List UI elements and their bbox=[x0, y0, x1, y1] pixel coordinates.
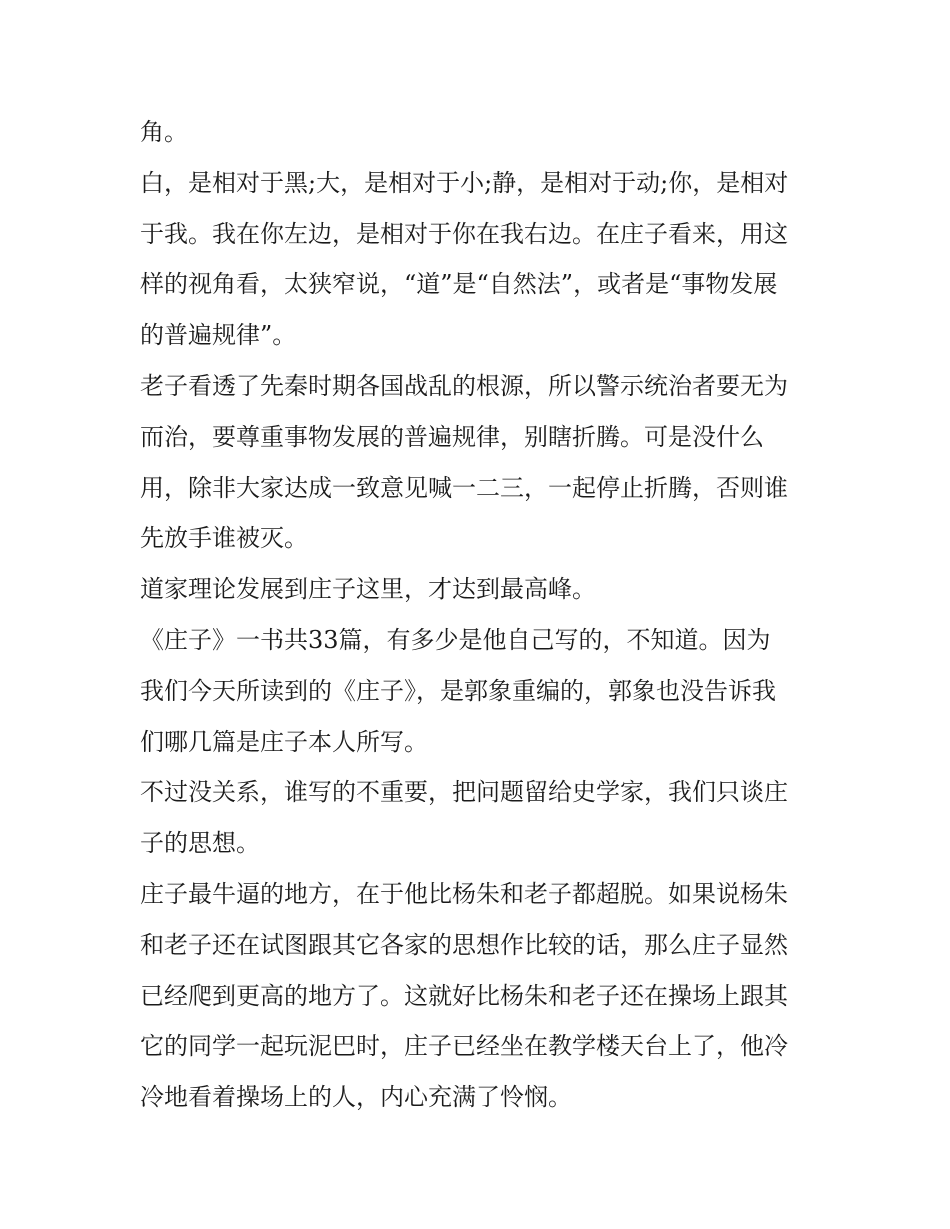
paragraph-7 bbox=[140, 869, 820, 1123]
text-line: 的普遍规律”。 bbox=[140, 321, 297, 350]
text-line: 用，除非大家达成一致意见喊一二三，一起停止折腾，否则谁 bbox=[140, 473, 788, 502]
text-line: 而治，要尊重事物发展的普遍规律，别瞎折腾。可是没什么 bbox=[140, 422, 764, 451]
text-line: 子的思想。 bbox=[140, 829, 260, 858]
text-line: 冷地看着操场上的人，内心充满了怜悯。 bbox=[140, 1083, 572, 1112]
text-line: 们哪几篇是庄子本人所写。 bbox=[140, 727, 428, 756]
text-line: 先放手谁被灭。 bbox=[140, 524, 308, 553]
text-line: 于我。我在你左边，是相对于你在我右边。在庄子看来，用这 bbox=[140, 219, 788, 248]
paragraph-4 bbox=[140, 564, 820, 615]
paragraph-2 bbox=[140, 158, 820, 361]
text-line: 《庄子》一书共33篇，有多少是他自己写的，不知道。因为 bbox=[140, 625, 771, 654]
text-line: 白，是相对于黑;大，是相对于小;静，是相对于动;你，是相对 bbox=[140, 168, 789, 197]
paragraph-1 bbox=[140, 107, 820, 158]
text-line: 庄子最牛逼的地方，在于他比杨朱和老子都超脱。如果说杨朱 bbox=[140, 879, 788, 908]
paragraph-5 bbox=[140, 615, 820, 767]
text-line: 样的视角看，太狭窄说，“道”是“自然法”，或者是“事物发展 bbox=[140, 270, 778, 299]
paragraph-6 bbox=[140, 767, 820, 869]
text-line: 不过没关系，谁写的不重要，把问题留给史学家，我们只谈庄 bbox=[140, 778, 788, 807]
document-body bbox=[140, 107, 820, 1123]
paragraph-3 bbox=[140, 361, 820, 564]
text-line: 已经爬到更高的地方了。这就好比杨朱和老子还在操场上跟其 bbox=[140, 981, 788, 1010]
text-line: 道家理论发展到庄子这里，才达到最高峰。 bbox=[140, 575, 596, 604]
text-line: 和老子还在试图跟其它各家的思想作比较的话，那么庄子显然 bbox=[140, 930, 788, 959]
text-line: 我们今天所读到的《庄子》，是郭象重编的，郭象也没告诉我 bbox=[140, 676, 776, 705]
text-line: 老子看透了先秦时期各国战乱的根源，所以警示统治者要无为 bbox=[140, 371, 788, 400]
text-line: 它的同学一起玩泥巴时，庄子已经坐在教学楼天台上了，他冷 bbox=[140, 1032, 788, 1061]
text-line: 角。 bbox=[140, 118, 188, 146]
